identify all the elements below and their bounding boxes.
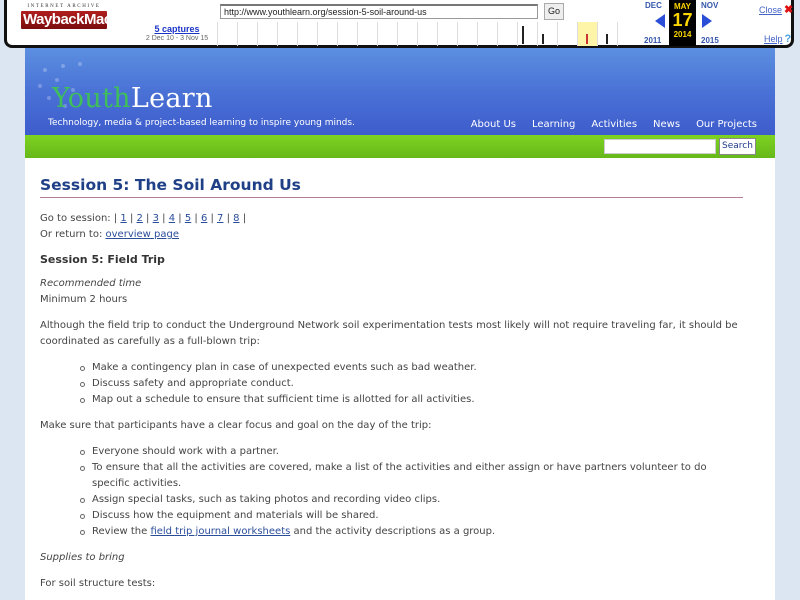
- search-button[interactable]: Search: [719, 138, 756, 155]
- internet-archive-label: INTERNET ARCHIVE: [27, 4, 101, 9]
- capture-tick[interactable]: [542, 34, 544, 44]
- site-logo[interactable]: [52, 83, 213, 114]
- timeline-year[interactable]: [377, 22, 397, 46]
- focus-list: [80, 444, 760, 540]
- session-link-2[interactable]: 2: [136, 213, 143, 224]
- section-subtitle: Session 5: Field Trip: [40, 253, 165, 266]
- captures-link[interactable]: 5 captures: [154, 24, 200, 34]
- nav-our-projects[interactable]: Our Projects: [696, 119, 757, 130]
- timeline-year[interactable]: [517, 22, 537, 46]
- timeline-year[interactable]: [557, 22, 577, 46]
- help-icon[interactable]: ?: [784, 33, 792, 45]
- nav-learning[interactable]: Learning: [531, 119, 576, 130]
- capture-tick[interactable]: [606, 34, 608, 44]
- session-link-7[interactable]: 7: [217, 213, 224, 224]
- session-link-8[interactable]: 8: [233, 213, 240, 224]
- close-icon[interactable]: ✖: [784, 4, 794, 16]
- wayback-machine-label: WaybackMachine: [23, 11, 141, 28]
- current-year: 2014: [673, 30, 692, 39]
- prev-capture-arrow-icon[interactable]: [655, 14, 665, 28]
- capture-date-selector: [641, 0, 727, 46]
- session-link-3[interactable]: 3: [152, 213, 159, 224]
- timeline-year[interactable]: [237, 22, 257, 46]
- list-item: [80, 524, 760, 540]
- help-link[interactable]: Help: [764, 34, 783, 44]
- soil-tests-label: For soil structure tests:: [40, 578, 156, 589]
- timeline-year[interactable]: [497, 22, 517, 46]
- recommended-time-value: Minimum 2 hours: [40, 294, 128, 305]
- wayback-toolbar: [4, 0, 794, 48]
- next-capture-arrow-icon[interactable]: [702, 14, 712, 28]
- session-link-4[interactable]: 4: [168, 213, 176, 224]
- next-month[interactable]: NOV: [701, 1, 719, 10]
- timeline-year[interactable]: [617, 22, 637, 46]
- timeline-year[interactable]: [417, 22, 437, 46]
- site-header: [25, 48, 775, 135]
- list-item: To ensure that all the activities are covered, make a list of the activities and either assign or have partners volunteer to do specific activities.: [80, 460, 760, 492]
- wayback-logo[interactable]: [21, 4, 141, 38]
- planning-list: [80, 360, 760, 408]
- list-item: Map out a schedule to ensure that sufficient time is allotted for all activities.: [80, 392, 760, 408]
- timeline-year[interactable]: [317, 22, 337, 46]
- list-item: Assign special tasks, such as taking photos and recording video clips.: [80, 492, 760, 508]
- session-nav: Go to session: | 1 | 2 | 3 | 4 | 5 | 6 | 7 | 8 |: [40, 213, 247, 224]
- timeline-year[interactable]: [337, 22, 357, 46]
- timeline-year[interactable]: [477, 22, 497, 46]
- timeline-year[interactable]: [217, 22, 237, 46]
- session-link-5[interactable]: 5: [184, 213, 192, 224]
- timeline-year-current[interactable]: [577, 22, 597, 46]
- next-year[interactable]: 2015: [701, 36, 719, 45]
- page-container: [25, 48, 775, 600]
- goto-session-label: Go to session:: [40, 213, 111, 224]
- timeline-year[interactable]: [437, 22, 457, 46]
- logo-learn: Learn: [130, 83, 213, 114]
- journal-worksheets-link[interactable]: field trip journal worksheets: [150, 526, 291, 537]
- return-nav: [40, 227, 760, 243]
- review-suffix: and the activity descriptions as a group.: [290, 526, 496, 537]
- url-input[interactable]: http://www.youthlearn.org/session-5-soil-around-us: [220, 4, 538, 19]
- search-bar: [25, 135, 775, 158]
- session-link-6[interactable]: 6: [200, 213, 208, 224]
- capture-tick[interactable]: [522, 26, 524, 44]
- current-capture-tick[interactable]: [586, 34, 588, 44]
- session-link-1[interactable]: 1: [120, 213, 127, 224]
- timeline-year[interactable]: [257, 22, 277, 46]
- supplies-label: Supplies to bring: [40, 552, 125, 563]
- search-input[interactable]: [604, 139, 716, 154]
- list-item: Everyone should work with a partner.: [80, 444, 760, 460]
- timeline-year[interactable]: [277, 22, 297, 46]
- current-day: 17: [672, 10, 693, 30]
- close-toolbar[interactable]: [759, 3, 793, 16]
- timeline-year[interactable]: [357, 22, 377, 46]
- current-month: MAY: [673, 2, 692, 11]
- prev-month[interactable]: DEC: [645, 1, 662, 10]
- list-item: Discuss safety and appropriate conduct.: [80, 376, 760, 392]
- main-nav: [471, 119, 757, 130]
- captures-range: 2 Dec 10 - 3 Nov 15: [145, 35, 209, 42]
- timeline-year[interactable]: [297, 22, 317, 46]
- prev-year[interactable]: 2011: [644, 36, 662, 45]
- timeline-year[interactable]: [537, 22, 557, 46]
- return-label: Or return to:: [40, 229, 103, 240]
- captures-info: [141, 24, 213, 42]
- list-item: Make a contingency plan in case of unexpected events such as bad weather.: [80, 360, 760, 376]
- recommended-time-label: Recommended time: [40, 278, 142, 289]
- nav-about-us[interactable]: About Us: [470, 119, 516, 130]
- review-prefix: Review the: [92, 526, 151, 537]
- capture-timeline[interactable]: [217, 22, 637, 46]
- focus-paragraph: Make sure that participants have a clear focus and goal on the day of the trip:: [40, 420, 432, 431]
- logo-youth: Youth: [52, 83, 131, 114]
- nav-activities[interactable]: Activities: [591, 119, 638, 130]
- list-item: Discuss how the equipment and materials will be shared.: [80, 508, 760, 524]
- overview-page-link[interactable]: overview page: [105, 229, 179, 240]
- main-content: [25, 176, 775, 592]
- page-title: Session 5: The Soil Around Us: [40, 176, 743, 198]
- help-toolbar[interactable]: [764, 33, 791, 45]
- intro-paragraph: Although the field trip to conduct the Underground Network soil experimentation tests most likely will not require traveling far, it should be coordinated as carefully as a full-blown trip:: [40, 320, 738, 347]
- nav-news[interactable]: News: [653, 119, 681, 130]
- site-tagline: Technology, media & project-based learning to inspire young minds.: [48, 118, 355, 128]
- timeline-year[interactable]: [597, 22, 617, 46]
- current-capture-date: [669, 0, 696, 46]
- timeline-year[interactable]: [397, 22, 417, 46]
- go-button[interactable]: Go: [544, 3, 564, 20]
- close-link[interactable]: Close: [759, 5, 783, 15]
- timeline-year[interactable]: [457, 22, 477, 46]
